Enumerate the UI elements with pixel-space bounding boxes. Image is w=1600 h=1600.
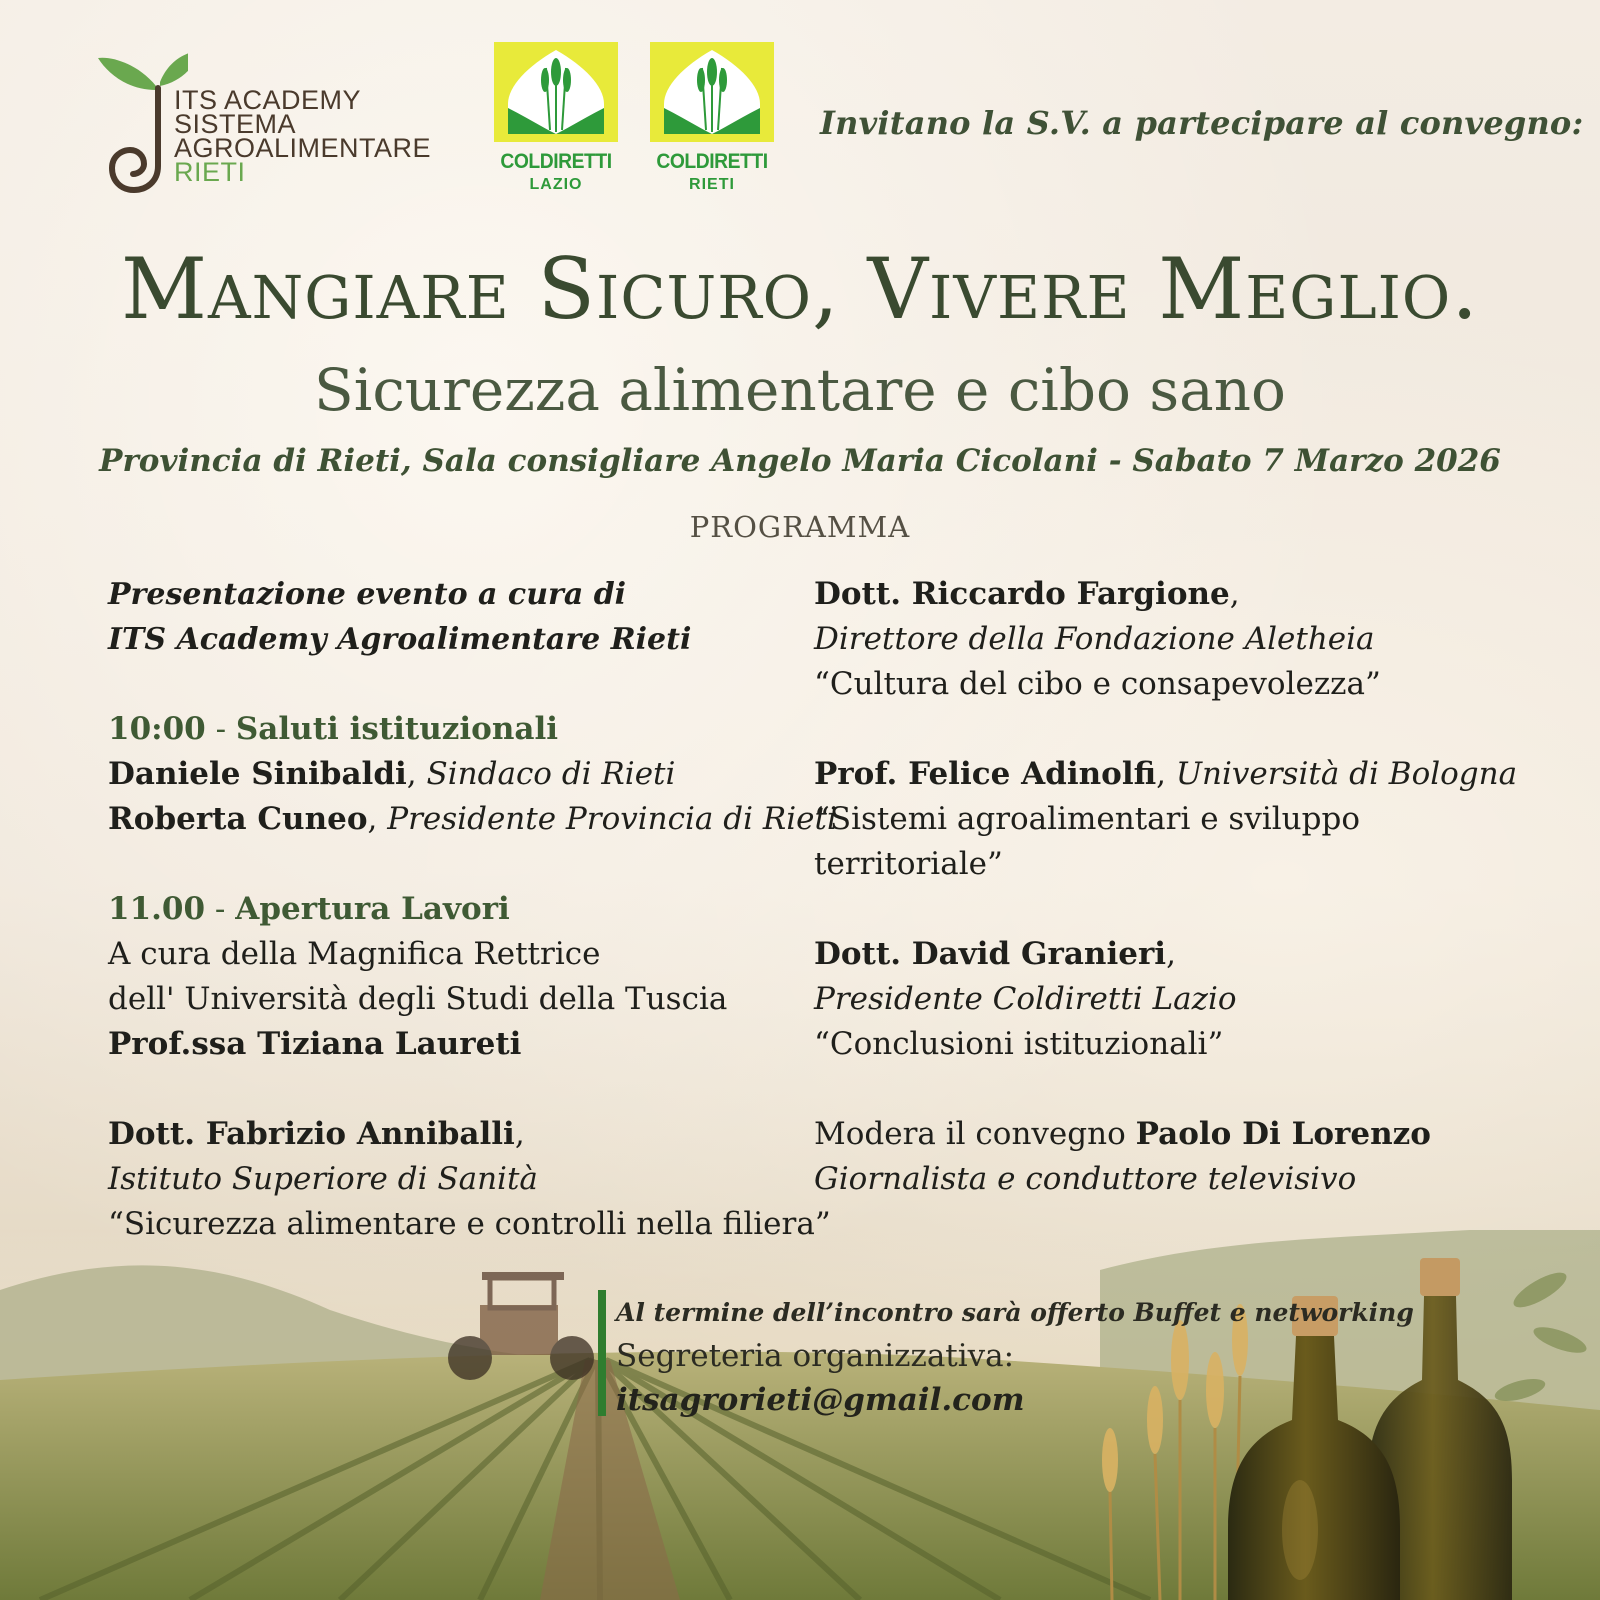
talk-title: “Cultura del cibo e consapevolezza” [814,666,1381,702]
coldiretti-region: RIETI [689,176,735,193]
speaker-line: Dott. Riccardo Fargione, [814,576,1240,612]
speaker-name: Dott. Fabrizio Anniballi [108,1116,515,1152]
intro-line: ITS Academy Agroalimentare Rieti [108,622,692,657]
speaker-name: Dott. Riccardo Fargione [814,576,1230,612]
speaker-name: Daniele Sinibaldi [108,756,407,792]
session-text: dell' Università degli Studi della Tuscia [108,981,728,1017]
session-title: Apertura Lavori [235,891,510,927]
session-heading [108,887,798,932]
speaker-role: Presidente Provincia di Rieti [387,801,837,837]
wheat-shield-icon [494,42,618,142]
program-heading: PROGRAMMA [689,510,911,544]
speaker-line: Dott. David Granieri, [814,936,1176,972]
buffet-note: Al termine dell’incontro sarà offerto Buffet e networking [616,1298,1414,1327]
its-logo-line: ITS ACADEMY [174,85,362,115]
moderator-name: Paolo Di Lorenzo [1135,1116,1431,1152]
talk-title: “Sicurezza alimentare e controlli nella filiera” [108,1206,831,1242]
coldiretti-brand: COLDIRETTI [500,150,612,173]
its-logo-line: SISTEMA [174,109,297,139]
event-subtitle: Sicurezza alimentare e cibo sano [314,356,1286,424]
talk-title: “Conclusioni istituzionali” [814,1026,1224,1062]
session-time: 11.00 [108,891,206,927]
coldiretti-region: LAZIO [529,176,583,193]
session-separator: - [205,891,236,927]
speaker-line: Dott. Fabrizio Anniballi, [108,1116,525,1152]
session-separator: - [205,711,236,747]
session-title: Saluti istituzionali [235,711,559,747]
speaker-line: Daniele Sinibaldi, Sindaco di Rieti [108,756,676,792]
coldiretti-brand: COLDIRETTI [656,150,768,173]
moderator-prefix: Modera il convegno [814,1116,1136,1152]
invitation-line: Invitano la S.V. a partecipare al convegno: [820,104,1584,142]
program-right-column [814,572,1518,1202]
speaker-name: Prof.ssa Tiziana Laureti [108,1026,522,1062]
talk-title: territoriale” [814,846,1003,882]
secretariat-label: Segreteria organizzativa: [616,1338,1015,1374]
speaker-name: Roberta Cuneo [108,801,368,837]
speaker-name: Dott. David Granieri [814,936,1167,972]
speaker-role: Università di Bologna [1175,756,1518,792]
event-venue-date: Provincia di Rieti, Sala consigliare Angelo Maria Cicolani - Sabato 7 Marzo 2026 [99,443,1501,479]
speaker-role: Presidente Coldiretti Lazio [814,981,1237,1017]
event-title: Mangiare Sicuro, Vivere Meglio. [121,240,1479,338]
its-academy-logo [98,46,458,196]
session-heading [108,707,798,752]
intro-line: Presentazione evento a cura di [108,577,627,612]
coldiretti-lazio-logo [494,42,618,214]
talk-title: “Sistemi agroalimentari e sviluppo [814,801,1360,837]
coldiretti-rieti-logo [650,42,774,214]
session-text: A cura della Magnifica Rettrice [108,936,601,972]
session-time: 10:00 [108,711,206,747]
its-logo-line: AGROALIMENTARE [174,133,432,163]
contact-email[interactable]: itsagrorieti@gmail.com [616,1382,1025,1418]
speaker-name: Prof. Felice Adinolfi [814,756,1157,792]
speaker-role: Sindaco di Rieti [426,756,676,792]
program-left-column [108,572,837,1247]
its-logo-line: RIETI [174,157,246,187]
footer-accent-bar [598,1290,606,1416]
wheat-shield-icon [650,42,774,142]
speaker-role: Istituto Superiore di Sanità [108,1161,538,1197]
speaker-line: Roberta Cuneo, Presidente Provincia di Rieti [108,801,837,837]
moderator-role: Giornalista e conduttore televisivo [814,1161,1357,1197]
speaker-line: Prof. Felice Adinolfi, Università di Bologna [814,756,1518,792]
speaker-role: Direttore della Fondazione Aletheia [814,621,1375,657]
moderator-line [814,1112,1514,1157]
